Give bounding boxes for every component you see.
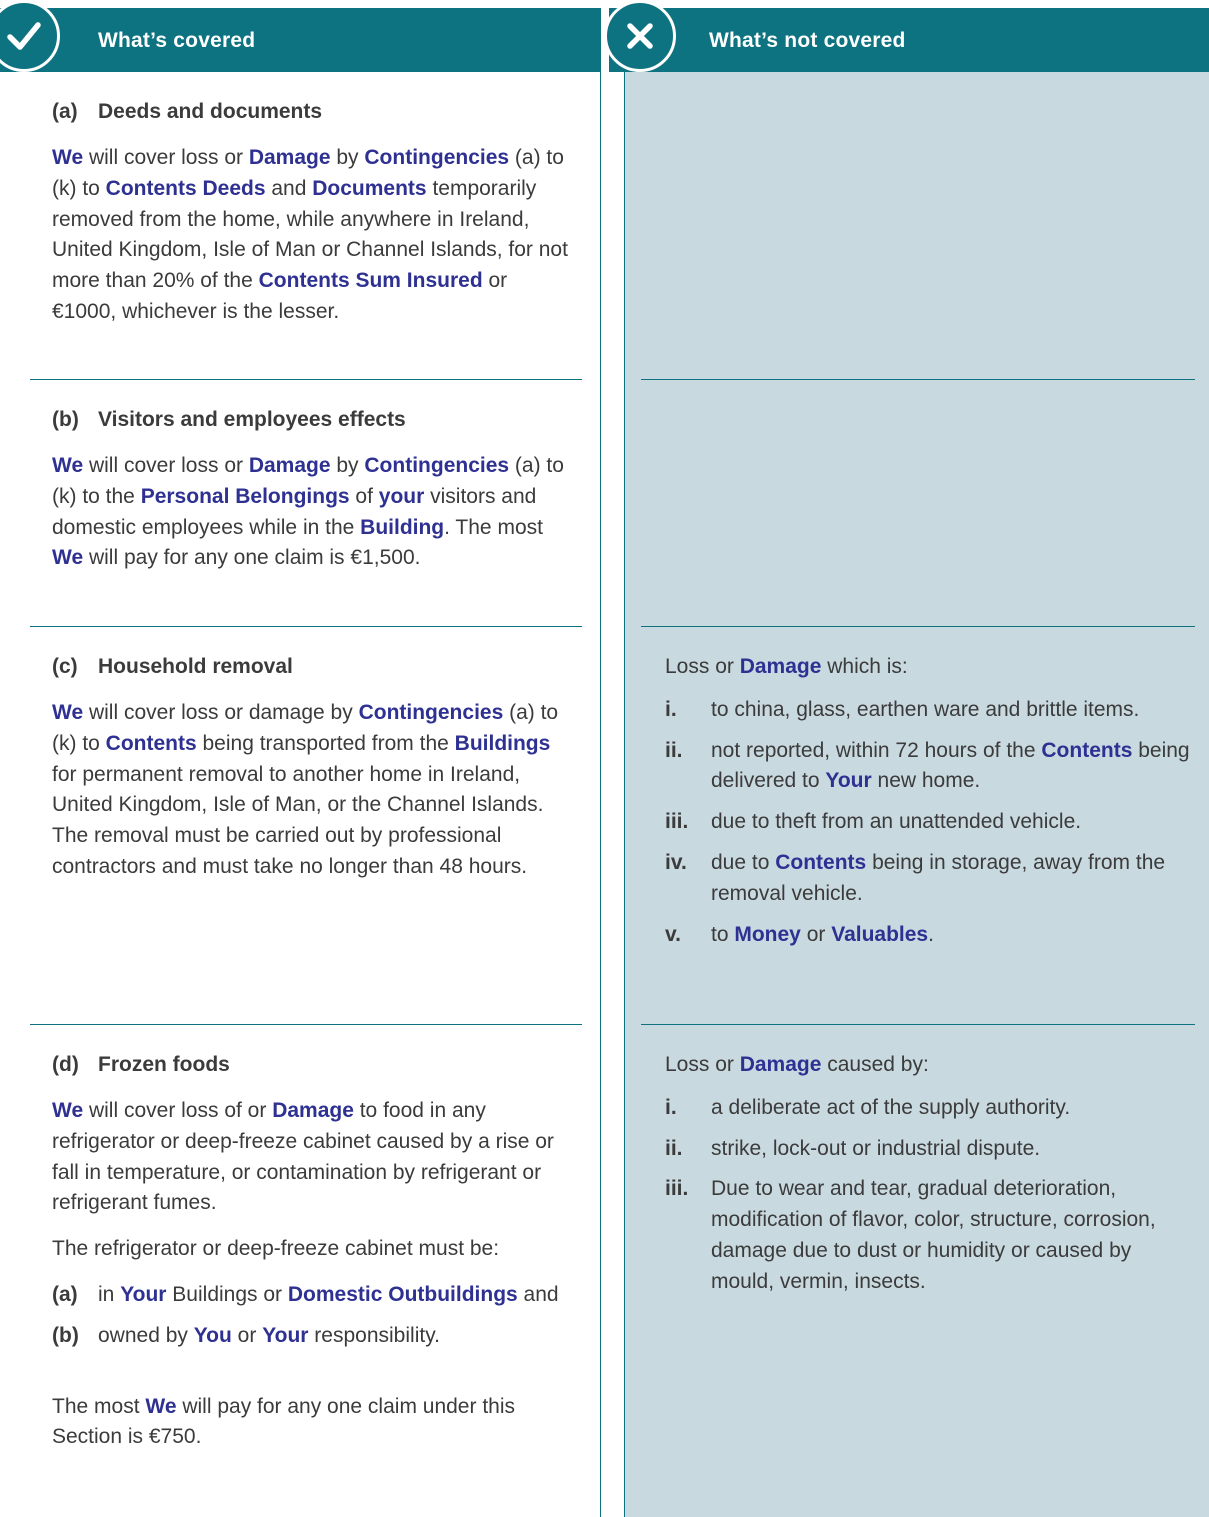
section-heading: (c) Household removal: [52, 655, 293, 678]
list-item: iv. due to Contents being in storage, away from the removal vehicle.: [665, 850, 1166, 905]
section-text: We will cover loss or Damage by Contingencies (a) to (k) to the Personal Belongings of your visitors and domestic employees while in the Building. The most We will pay for any one claim is €1,500.: [52, 454, 564, 570]
list-item: i. to china, glass, earthen ware and brittle items.: [665, 697, 1140, 721]
not-covered-column: [624, 72, 1209, 1517]
divider: [641, 626, 1195, 627]
list-item: iii. Due to wear and tear, gradual deterioration, modification of flavor, color, structure, corrosion, damage due to dust or humidity or caused by mould, vermin, insects.: [665, 1177, 1156, 1293]
list-item: i. a deliberate act of the supply authority.: [665, 1095, 1071, 1119]
conditions-list: [52, 1280, 570, 1352]
divider: [30, 1024, 582, 1025]
section-c-covered: [0, 655, 600, 898]
divider: [30, 379, 582, 380]
covered-column: [0, 72, 601, 1517]
list-item: (a) in Your Buildings or Domestic Outbuildings and: [52, 1282, 559, 1306]
claim-limit-text: The most We will pay for any one claim under this Section is €750.: [52, 1394, 515, 1449]
section-heading: (b) Visitors and employees effects: [52, 408, 406, 431]
list-item: ii. strike, lock-out or industrial dispute.: [665, 1136, 1041, 1160]
exclusions-list: [665, 695, 1195, 951]
section-a-covered: [0, 100, 600, 343]
exclusions-list: [665, 1093, 1195, 1298]
section-text: We will cover loss of or Damage to food in any refrigerator or deep-freeze cabinet caused by a rise or fall in temperature, or contamination by refrigerant or refrigerant fumes.: [52, 1099, 554, 1215]
not-covered-title: What’s not covered: [709, 29, 906, 52]
section-c-exclusions: [625, 652, 1209, 960]
list-item: ii. not reported, within 72 hours of the Contents being delivered to Your new home.: [665, 738, 1190, 793]
section-heading: (a) Deeds and documents: [52, 100, 323, 123]
conditions-intro: The refrigerator or deep-freeze cabinet must be:: [52, 1237, 500, 1261]
list-item: iii. due to theft from an unattended vehicle.: [665, 810, 1082, 834]
checkmark-icon: [0, 0, 60, 72]
cross-icon: [604, 0, 676, 72]
not-covered-header: [609, 8, 1209, 72]
list-item: v. to Money or Valuables.: [665, 922, 934, 946]
section-d-covered: [0, 1053, 600, 1468]
divider: [641, 379, 1195, 380]
section-d-exclusions: [625, 1050, 1209, 1308]
section-b-covered: [0, 408, 600, 589]
exclusions-intro: Loss or Damage caused by:: [665, 1053, 929, 1076]
exclusions-intro: Loss or Damage which is:: [665, 655, 908, 678]
divider: [30, 626, 582, 627]
section-text: We will cover loss or damage by Contingencies (a) to (k) to Contents being transported from the Buildings for permanent removal to another home in Ireland, United Kingdom, Isle of Man, or the Channel Islands. The removal must be carried out by professional contractors and must take no longer than 48 hours.: [52, 701, 559, 878]
list-item: (b) owned by You or Your responsibility.: [52, 1323, 440, 1347]
section-heading: (d) Frozen foods: [52, 1053, 230, 1076]
covered-title: What’s covered: [98, 29, 256, 52]
divider: [641, 1024, 1195, 1025]
covered-header: [0, 8, 601, 72]
section-text: We will cover loss or Damage by Contingencies (a) to (k) to Contents Deeds and Documents temporarily removed from the home, while anywhere in Ireland, United Kingdom, Isle of Man or Channel Islands, for not more than 20% of the Contents Sum Insured or €1000, whichever is the lesser.: [52, 146, 568, 323]
